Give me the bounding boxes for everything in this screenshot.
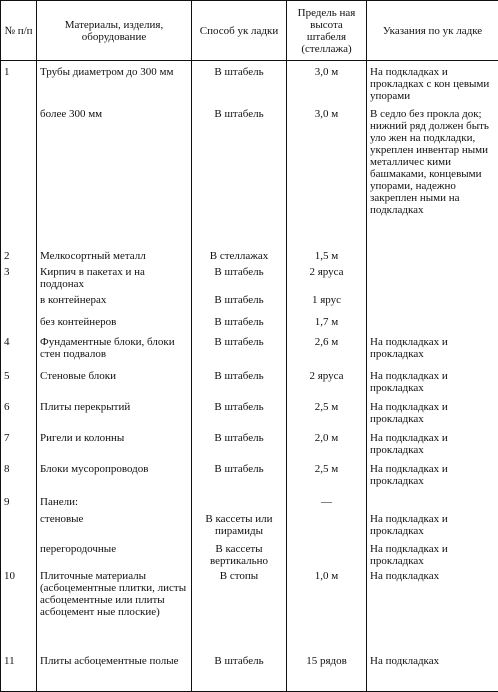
- cell-notes: На подкладках и прокладках с кон цевыми упорами: [370, 66, 490, 102]
- cell-material: Ригели и колонны: [37, 427, 192, 458]
- cell-num: [1, 294, 37, 316]
- header-row: [1, 1, 498, 61]
- cell-material: перегородочные: [37, 538, 192, 570]
- cell-material: стеновые: [37, 508, 192, 538]
- cell-notes: На подкладках и прокладках: [370, 335, 448, 360]
- cell-material: Мелкосортный металл: [37, 250, 192, 266]
- cell-num: [1, 538, 37, 570]
- cell-notes: На подкладках: [370, 655, 440, 668]
- table-row: [1, 336, 498, 365]
- cell-method: [192, 488, 287, 508]
- cell-num: [1, 316, 37, 336]
- cell-num: [1, 108, 37, 250]
- cell-height: —: [287, 488, 367, 508]
- cell-num: 11: [1, 655, 37, 691]
- cell-method: В штабель: [192, 316, 287, 336]
- cell-height: 2,6 м: [287, 336, 367, 365]
- table-row: [1, 458, 498, 488]
- cell-material: Трубы диаметром до 300 мм: [37, 61, 192, 108]
- header-material: Материалы, изделия, оборудование: [37, 1, 192, 61]
- cell-notes: На подкладках и прокладках: [370, 400, 448, 425]
- cell-height: 2,0 м: [287, 427, 367, 458]
- table-row: [1, 365, 498, 396]
- table-row: [1, 316, 498, 336]
- cell-material: Плиты асбоцементные полые: [37, 655, 192, 691]
- cell-method: В штабель: [192, 61, 287, 108]
- table-row: [1, 294, 498, 316]
- cell-height: 2,5 м: [287, 396, 367, 427]
- cell-material: без контейнеров: [37, 316, 192, 336]
- header-method: Способ ук ладки: [192, 1, 287, 61]
- cell-method: В штабель: [192, 365, 287, 396]
- header-num: № п/п: [1, 1, 37, 61]
- cell-notes: На подкладках и прокладках: [370, 513, 448, 538]
- cell-num: 9: [1, 488, 37, 508]
- cell-method: В кассеты вертикально: [192, 538, 287, 570]
- cell-height: [287, 538, 367, 570]
- cell-method: В штабель: [192, 458, 287, 488]
- cell-height: 1,7 м: [287, 316, 367, 336]
- cell-material: Плиточные материалы (асбоцементные плитки, листы асбоцементные или плиты асбоцемент ные плоские): [37, 570, 192, 655]
- cell-method: В кассеты или пирамиды: [192, 508, 287, 538]
- cell-num: 2: [1, 250, 37, 266]
- cell-method: В штабель: [192, 427, 287, 458]
- cell-material: Плиты перекрытий: [37, 396, 192, 427]
- cell-height: 2 яруса: [287, 266, 367, 294]
- cell-notes: [367, 316, 498, 336]
- table-row: [1, 488, 498, 508]
- table-row: [1, 108, 498, 250]
- cell-material: в контейнерах: [37, 294, 192, 316]
- cell-height: 3,0 м: [287, 61, 367, 108]
- cell-num: 4: [1, 336, 37, 365]
- cell-notes: [367, 488, 498, 508]
- cell-notes: На подкладках: [370, 570, 440, 583]
- cell-notes: На подкладках и прокладках: [370, 432, 448, 457]
- cell-height: 2,5 м: [287, 458, 367, 488]
- table-row: [1, 61, 498, 108]
- cell-method: В штабель: [192, 266, 287, 294]
- cell-notes: [367, 266, 498, 294]
- cell-num: 3: [1, 266, 37, 294]
- table-row: [1, 508, 498, 538]
- cell-method: В штабель: [192, 294, 287, 316]
- cell-method: В стопы: [192, 570, 287, 655]
- cell-notes: На подкладках и прокладках: [370, 463, 448, 488]
- cell-height: [287, 508, 367, 538]
- cell-notes: [367, 250, 498, 266]
- cell-method: В стеллажах: [192, 250, 287, 266]
- cell-num: 8: [1, 458, 37, 488]
- cell-material: Стеновые блоки: [37, 365, 192, 396]
- table-row: [1, 655, 498, 691]
- cell-height: 1,5 м: [287, 250, 367, 266]
- cell-num: 10: [1, 570, 37, 655]
- cell-height: 2 яруса: [287, 365, 367, 396]
- cell-notes: На подкладках и прокладках: [370, 369, 448, 394]
- cell-method: В штабель: [192, 108, 287, 250]
- cell-height: 1 ярус: [287, 294, 367, 316]
- cell-num: 1: [1, 61, 37, 108]
- cell-material: Кирпич в пакетах и на поддонах: [37, 266, 192, 294]
- table-row: [1, 396, 498, 427]
- table-row: [1, 427, 498, 458]
- table-row: [1, 266, 498, 294]
- cell-notes: На подкладках и прокладках: [370, 543, 448, 568]
- cell-material: Фундаментные блоки, блоки стен подвалов: [37, 336, 192, 365]
- cell-num: 6: [1, 396, 37, 427]
- cell-notes: В седло без прокла док; нижний ряд должен быть уло жен на подкладки, укреплен инвентар ными металличес кими башмаками, концевыми упорами, надежно закреплен ными на подкладках: [370, 107, 489, 216]
- table-row: [1, 250, 498, 266]
- header-notes: Указания по ук ладке: [367, 1, 498, 61]
- cell-height: 15 рядов: [287, 655, 367, 691]
- cell-height: 1,0 м: [287, 570, 367, 655]
- table-row: [1, 538, 498, 570]
- header-height: Предель ная высота штабеля (стеллажа): [287, 1, 367, 61]
- cell-num: 7: [1, 427, 37, 458]
- cell-material: более 300 мм: [37, 108, 192, 250]
- cell-num: [1, 508, 37, 538]
- cell-num: 5: [1, 365, 37, 396]
- table-row: [1, 570, 498, 655]
- cell-height: 3,0 м: [287, 108, 367, 250]
- cell-method: В штабель: [192, 655, 287, 691]
- cell-notes: [367, 294, 498, 316]
- cell-material: Панели:: [37, 488, 192, 508]
- cell-method: В штабель: [192, 396, 287, 427]
- cell-material: Блоки мусоропроводов: [37, 458, 192, 488]
- cell-method: В штабель: [192, 336, 287, 365]
